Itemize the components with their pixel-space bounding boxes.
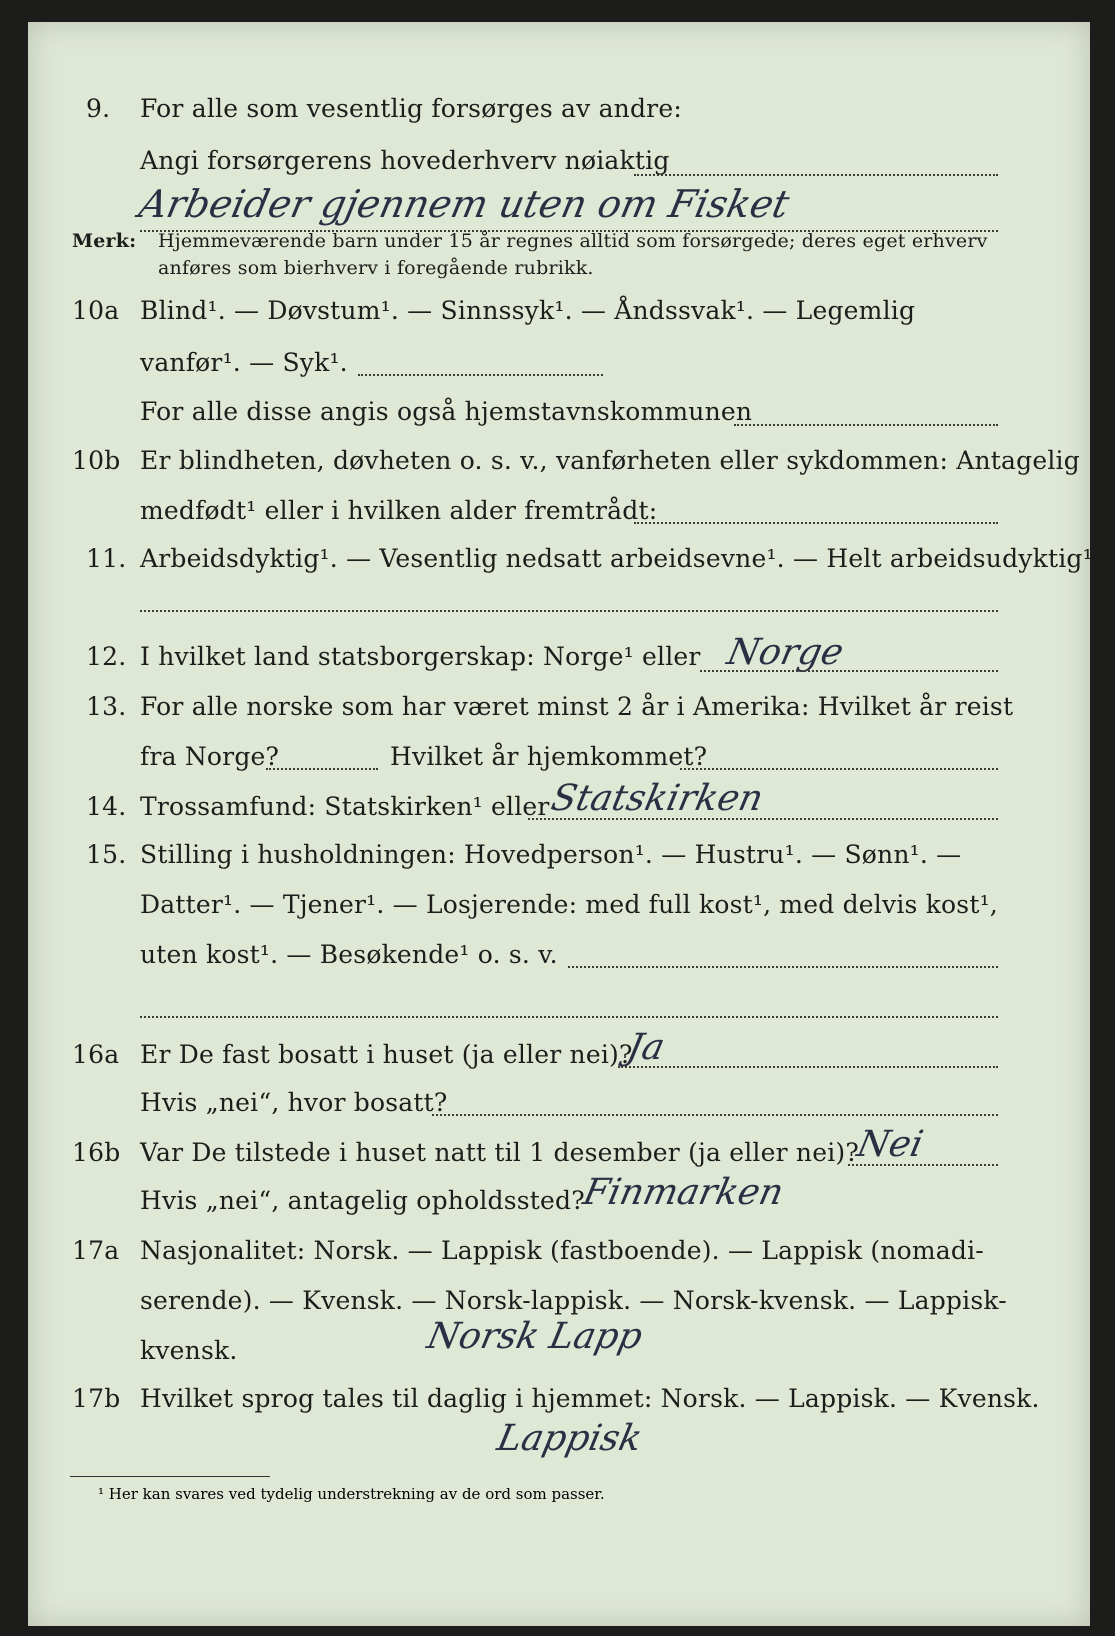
- handwritten-answer: Nei: [853, 1124, 927, 1165]
- question-text: fra Norge?: [140, 742, 280, 771]
- question-text: Blind¹. — Døvstum¹. — Sinnssyk¹. — Åndssvak¹. — Legemlig: [140, 296, 916, 325]
- question-text: uten kost¹. — Besøkende¹ o. s. v.: [140, 940, 558, 969]
- answer-line: [734, 424, 998, 426]
- handwritten-answer: Ja: [623, 1027, 669, 1068]
- handwritten-answer: Finmarken: [579, 1172, 788, 1213]
- question-text: For alle disse angis også hjemstavnskommunen: [140, 397, 753, 426]
- answer-line: [618, 1066, 998, 1068]
- question-number: 17b: [72, 1384, 121, 1413]
- answer-line: [848, 1164, 998, 1166]
- note-text: anføres som bierhverv i foregående rubrikk.: [158, 257, 594, 279]
- question-number: 12.: [86, 642, 127, 671]
- handwritten-answer: Lappisk: [493, 1418, 646, 1459]
- question-number: 9.: [86, 94, 111, 123]
- question-text: Trossamfund: Statskirken¹ eller: [140, 792, 550, 821]
- answer-line: [266, 768, 378, 770]
- question-text: medfødt¹ eller i hvilken alder fremtrådt:: [140, 496, 658, 525]
- question-number: 10b: [72, 446, 121, 475]
- answer-line: [140, 1016, 998, 1018]
- answer-line: [680, 768, 998, 770]
- footnote-rule: [70, 1476, 270, 1477]
- question-text: Stilling i husholdningen: Hovedperson¹. — Hustru¹. — Sønn¹. —: [140, 840, 962, 869]
- merk-label: Merk:: [72, 230, 137, 252]
- answer-line: [700, 670, 998, 672]
- question-number: 17a: [72, 1236, 120, 1265]
- question-text: Hvilket sprog tales til daglig i hjemmet: Norsk. — Lappisk. — Kvensk.: [140, 1384, 1040, 1413]
- question-text: kvensk.: [140, 1336, 238, 1365]
- handwritten-answer: Norsk Lapp: [423, 1316, 646, 1357]
- question-text: Er De fast bosatt i huset (ja eller nei)?: [140, 1040, 633, 1069]
- question-text: For alle norske som har været minst 2 år i Amerika: Hvilket år reist: [140, 692, 1014, 721]
- question-number: 15.: [86, 840, 127, 869]
- answer-line: [358, 374, 603, 376]
- answer-line: [634, 174, 998, 176]
- question-text: Angi forsørgerens hovederhverv nøiaktig: [140, 146, 670, 175]
- answer-line: [528, 818, 998, 820]
- question-text: Nasjonalitet: Norsk. — Lappisk (fastboende). — Lappisk (nomadi-: [140, 1236, 984, 1265]
- census-form-page: [28, 22, 1101, 1626]
- question-text: Hvilket år hjemkommet?: [390, 742, 708, 771]
- question-number: 10a: [72, 296, 120, 325]
- question-text: serende). — Kvensk. — Norsk-lappisk. — Norsk-kvensk. — Lappisk-: [140, 1286, 1007, 1315]
- question-number: 16b: [72, 1138, 121, 1167]
- question-number: 14.: [86, 792, 127, 821]
- question-text: Datter¹. — Tjener¹. — Losjerende: med full kost¹, med delvis kost¹,: [140, 890, 998, 919]
- question-text: Arbeidsdyktig¹. — Vesentlig nedsatt arbeidsevne¹. — Helt arbeidsudyktig¹.: [140, 544, 1101, 573]
- question-number: 13.: [86, 692, 127, 721]
- question-text: Var De tilstede i huset natt til 1 desember (ja eller nei)?: [140, 1138, 859, 1167]
- question-text: Hvis „nei“, hvor bosatt?: [140, 1088, 448, 1117]
- handwritten-answer: Norge: [723, 632, 848, 673]
- handwritten-answer: Statskirken: [547, 778, 767, 819]
- answer-line: [568, 966, 998, 968]
- answer-line: [432, 1114, 998, 1116]
- question-text: Hvis „nei“, antagelig opholdssted?: [140, 1186, 585, 1215]
- note-text: Hjemmeværende barn under 15 år regnes alltid som forsørgede; deres eget erhverv: [158, 230, 988, 252]
- question-text: vanfør¹. — Syk¹.: [140, 348, 348, 377]
- answer-line: [634, 522, 998, 524]
- question-number: 16a: [72, 1040, 120, 1069]
- question-text: I hvilket land statsborgerskap: Norge¹ eller: [140, 642, 701, 671]
- question-number: 11.: [86, 544, 127, 573]
- answer-line: [140, 610, 998, 612]
- handwritten-answer: Arbeider gjennem uten om Fisket: [135, 182, 794, 226]
- question-text: Er blindheten, døvheten o. s. v., vanførheten eller sykdommen: Antagelig: [140, 446, 1080, 475]
- footnote: ¹ Her kan svares ved tydelig understrekning av de ord som passer.: [98, 1485, 605, 1503]
- question-text: For alle som vesentlig forsørges av andre:: [140, 94, 682, 123]
